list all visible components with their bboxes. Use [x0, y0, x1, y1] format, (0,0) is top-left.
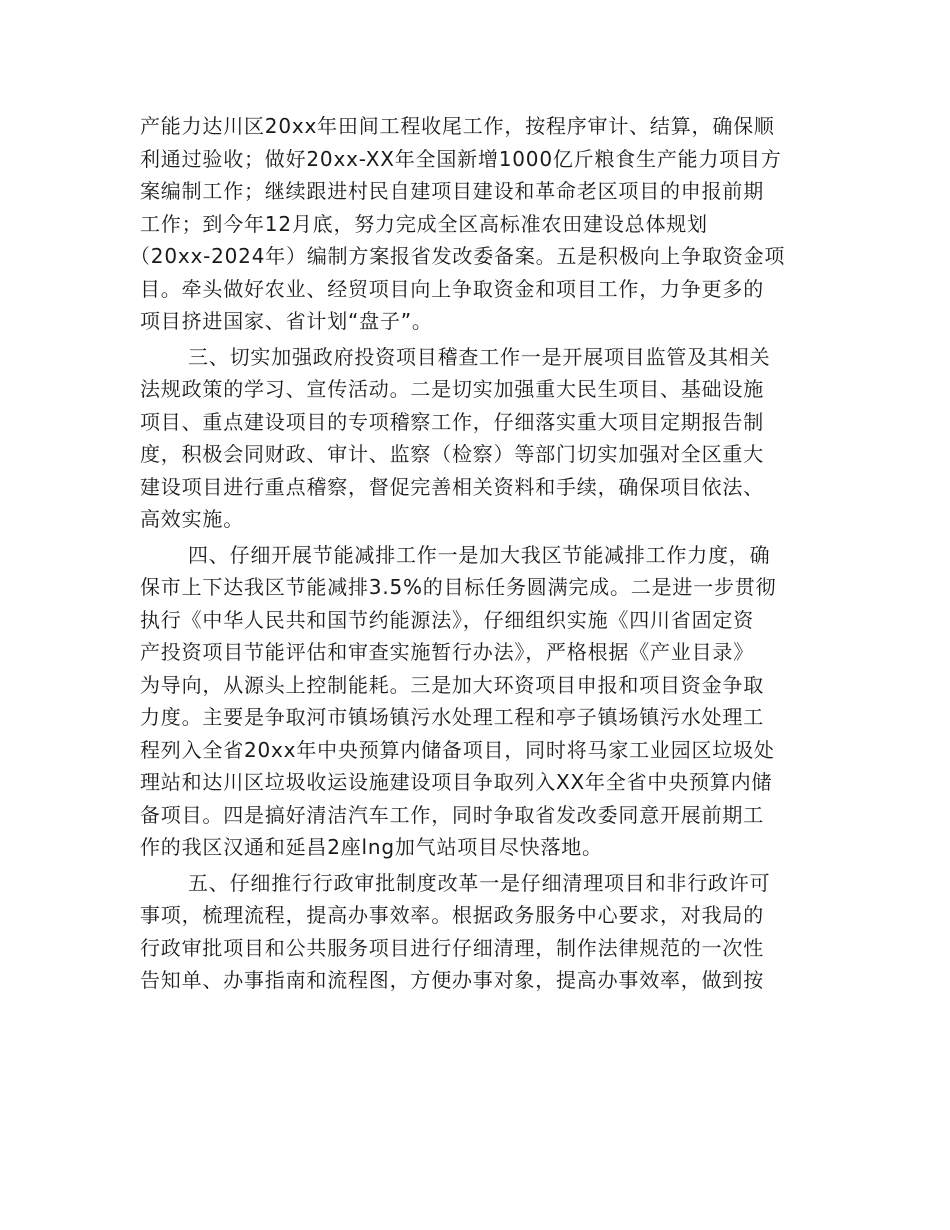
- text-line: 产能力达川区20xx年田间工程收尾工作，按程序审计、结算，确保顺: [140, 114, 775, 138]
- text-line: 产投资项目节能评估和审查实施暂行办法》，严格根据《产业目录》: [140, 640, 754, 664]
- text-line: 度，积极会同财政、审计、监察（检察）等部门切实加强对全区重大: [140, 442, 764, 466]
- paragraph-section-4: [140, 539, 820, 864]
- text-line: 保市上下达我区节能减排3.5%的目标任务圆满完成。二是进一步贯彻: [140, 575, 777, 599]
- text-line: 项目挤进国家、省计划“盘子”。: [140, 309, 433, 333]
- text-line: 项目、重点建设项目的专项稽察工作，仔细落实重大项目定期报告制: [140, 409, 764, 434]
- paragraph-section-5: [140, 867, 820, 997]
- text-line: 行政审批项目和公共服务项目进行仔细清理，制作法律规范的一次性: [140, 935, 764, 960]
- paragraph-section-3: [140, 341, 820, 536]
- text-line: 理站和达川区垃圾收运设施建设项目争取列入XX年全省中央预算内储: [140, 770, 773, 794]
- text-line: 五、仔细推行行政审批制度改革一是仔细清理项目和非行政许可: [188, 870, 771, 895]
- text-line: 目。牵头做好农业、经贸项目向上争取资金和项目工作，力争更多的: [140, 276, 764, 301]
- text-line: 利通过验收；做好20xx-XX年全国新增1000亿斤粮食生产能力项目方: [140, 146, 782, 171]
- text-line: 高效实施。: [140, 507, 244, 531]
- text-line: 为导向，从源头上控制能耗。三是加大环资项目申报和项目资金争取: [140, 672, 764, 697]
- text-line: 工作；到今年12月底，努力完成全区高标准农田建设总体规划: [140, 211, 708, 236]
- text-line: 作的我区汉通和延昌2座lng加气站项目尽快落地。: [140, 835, 603, 859]
- text-line: 法规政策的学习、宣传活动。二是切实加强重大民生项目、基础设施: [140, 377, 764, 401]
- text-line: 建设项目进行重点稽察，督促完善相关资料和手续，确保项目依法、: [140, 474, 764, 499]
- text-line: 备项目。四是搞好清洁汽车工作，同时争取省发改委同意开展前期工: [140, 802, 764, 827]
- paragraph-continued: [130, 110, 820, 338]
- text-line: 执行《中华人民共和国节约能源法》，仔细组织实施《四川省固定资: [140, 607, 754, 632]
- text-line: 事项，梳理流程，提高办事效率。根据政务服务中心要求，对我局的: [140, 903, 764, 927]
- text-line: 四、仔细开展节能减排工作一是加大我区节能减排工作力度，确: [188, 542, 771, 567]
- text-line: 力度。主要是争取河市镇场镇污水处理工程和亭子镇场镇污水处理工: [140, 705, 764, 729]
- text-line: 程列入全省20xx年中央预算内储备项目，同时将马家工业园区垃圾处: [140, 737, 775, 762]
- text-line: 告知单、办事指南和流程图，方便办事对象，提高办事效率，做到按: [140, 968, 764, 992]
- text-line: 三、切实加强政府投资项目稽查工作一是开展项目监管及其相关: [188, 344, 771, 369]
- text-line: （20xx-2024年）编制方案报省发改委备案。五是积极向上争取资金项: [130, 244, 786, 268]
- text-line: 案编制工作；继续跟进村民自建项目建设和革命老区项目的申报前期: [140, 179, 764, 203]
- document-body: [130, 110, 820, 997]
